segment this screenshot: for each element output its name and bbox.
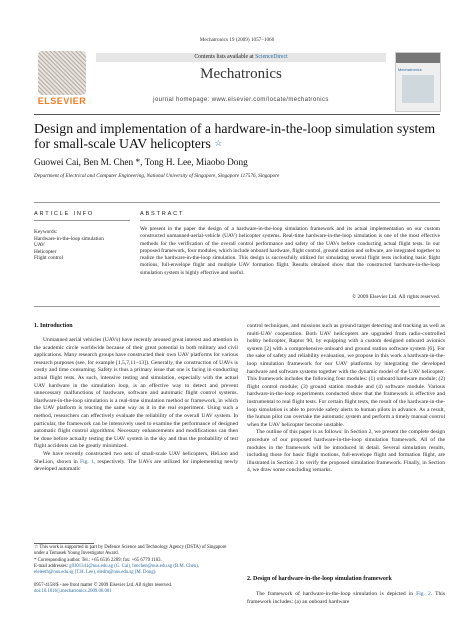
cover-image <box>402 75 434 103</box>
intro-paragraph-2 <box>34 451 238 474</box>
keyword-item: Flight control <box>34 255 63 261</box>
keyword-item: Hardware-in-the-loop simulation <box>34 235 104 242</box>
cover-title: Mechatronics <box>398 67 422 72</box>
contents-bar <box>96 53 386 62</box>
funding-footnote: ☆ This work is supported in part by Defence Science and Technology Agency (DSTA) of Singapore under a Temasek Young Investigator Award. <box>34 545 227 557</box>
elsevier-tree-icon <box>38 51 86 95</box>
keywords-block <box>34 229 104 262</box>
abstract-bottom-rule <box>34 306 440 307</box>
intro-paragraph-1: Unmanned aerial vehicles (UAVs) have recently aroused great interest and attention in the academic circle worldwide because of their great potential in both military and civil applications. Many research groups have constructed their own UAV platforms for various research purposes (see, for example [1,5,7,11–13]). Generally, the construction of UAVs is costly and time consuming. Safety is thus a primary issue that one is facing in conducting actual flight tests. As such, intensive testing and simulation, especially with the actual UAV hardware in the simulation loop, is an effective way to detect and prevent unnecessary malfunctions of hardware, software and automatic flight control systems. Hardware-in-the-loop simulation is a real-time simulation method or framework, in which the UAV platform is reacting the same way as it in the real experiment. Using such a method, researchers can effectively evaluate the reliability of the overall UAV system. In particular, the framework can be intensively used to examine the performance of designed automatic flight control algorithms. Necessary enhancements and modifications can then be done before actually testing the UAV system in the sky and thus the probability of test flight accidents can be greatly minimized. <box>34 337 238 450</box>
abstract-copyright: © 2009 Elsevier Ltd. All rights reserved. <box>352 294 440 300</box>
section-2-paragraph <box>247 591 445 606</box>
section-2-text-start: The framework of hardware-in-the-loop simulation is depicted in <box>256 591 417 597</box>
authors: Guowei Cai, Ben M. Chen *, Tong H. Lee, Miaobo Dong <box>34 158 248 168</box>
article-info-heading: ARTICLE INFO <box>34 211 95 217</box>
sciencedirect-link[interactable]: ScienceDirect <box>255 54 288 60</box>
cover-strip <box>396 53 440 63</box>
intro-right-column <box>247 323 445 475</box>
corresponding-author-footnote: * Corresponding author. Tel.: +65 6516 2289; fax: +65 6779 1103. <box>34 557 162 563</box>
elsevier-wordmark: ELSEVIER <box>37 96 87 106</box>
intro-p2-text-end: , respectively. The UAVs are utilized for implementing newly developed automatic <box>34 458 238 473</box>
figure-1-link[interactable]: Fig. 1 <box>79 458 94 465</box>
keyword-item: Helicopter <box>34 248 57 255</box>
keywords-label: Keywords: <box>34 229 58 235</box>
intro-p2-text: We have recently constructed two sets of small-scale UAV helicopters, HeLion and SheLion, shown in <box>34 450 238 465</box>
header-rule <box>34 114 440 115</box>
intro-left-column <box>34 337 238 474</box>
abstract-heading: ABSTRACT <box>140 211 185 217</box>
introduction-heading: 1. Introduction <box>34 323 73 329</box>
issn-line: 0957-4158/$ - see front matter © 2009 Elsevier Ltd. All rights reserved. <box>34 583 173 588</box>
article-info-rule <box>34 202 440 203</box>
abstract-text: We present in the paper the design of a hardware-in-the-loop simulation framework and its actual implementation on our custom constructed unmanned-aerial-vehicle (UAV) helicopter systems. Real-time hardware-in-the-loop simulation is one of the most effective methods for the verification of the overall control performance and safety of the UAVs before conducting actual flight tests. In our proposed framework, four modules, which include onboard hardware, flight control, ground station and software, are integrated together to realize the hardware-in-the-loop simulation. This design is successfully utilized for simulating several flight tests including basic flight motions, full-envelope flight and multiple UAV formation flight. Results obtained show that the constructed hardware-in-the-loop simulation system is highly effective and useful. <box>140 226 440 276</box>
journal-cover-thumbnail[interactable] <box>395 52 441 112</box>
section-2-heading: 2. Design of hardware-in-the-loop simulation framework <box>247 576 392 582</box>
intro-paragraph-4: The outline of this paper is as follows: In Section 2, we present the complete design procedure of our proposed hardware-in-the-loop simulation framework. All of the modules in the framework will be introduced in detail. Several simulation results, including those for basic flight motions, full-envelope flight and formation flight, are illustrated in Section 3 to verify the proposed simulation framework. Finally, in Section 4, we draw some concluding remarks. <box>247 429 445 474</box>
contents-prefix: Contents lists available at <box>194 54 256 60</box>
doi-link[interactable]: doi:10.1016/j.mechatronics.2009.06.001 <box>34 589 112 595</box>
affiliation: Department of Electrical and Computer Engineering, National University of Singapore, Singapore 117576, Singapore <box>34 173 280 179</box>
intro-paragraph-3: control techniques, and missions such as ground target detecting and tracking as well as multi-UAV cooperation. Both UAV helicopters are upgraded from radio-controlled hobby helicopter, Raptor 90, by equipping with a custom designed onboard avionics system [2] with a comprehensive onboard and ground station software system [6]. For the sake of safety and reliability evaluation, we propose in this work a hardware-in-the-loop simulation framework for our UAV platforms by integrating the developed hardware and software systems together with the dynamic model of the UAV helicopter. This framework includes the following four modules: (1) onboard hardware module; (2) flight control module; (3) ground station module and (4) software module. Various hardware-in-the-loop experiments conducted show that the framework is effective and instrumental to real flight tests. For certain flight tests, the result of the hardware-in-the-loop simulation is able to provide safety alerts to human pilots in advance. As a result, the human pilot can overtake the automatic system and perform a timely manual control when the UAV helicopter become unstable. <box>247 323 445 428</box>
article-info-subrule <box>34 220 130 221</box>
journal-citation: Mechatronics 19 (2009) 1057–1066 <box>199 37 275 43</box>
email-label: E-mail addresses: <box>34 563 68 569</box>
figure-2-link[interactable]: Fig. 2 <box>416 591 431 597</box>
elsevier-logo[interactable] <box>34 49 90 109</box>
paper-title <box>34 121 444 151</box>
journal-title: Mechatronics <box>200 66 282 82</box>
email-addresses[interactable]: g0301341@nus.edu.sg (G. Cai), bmchen@nus.edu.sg (B.M. Chen), eleleeth@nus.edu.sg (T.H. Lee), eledm@nus.edu.sg (M. Dong). <box>34 563 199 576</box>
section-2-text-end: . This framework includes: (a) an onboard hardware <box>247 591 446 605</box>
issn-block <box>34 583 238 596</box>
keyword-item: UAV <box>34 242 45 248</box>
title-footnote-marker[interactable]: ☆ <box>214 138 223 148</box>
email-footnote <box>34 564 238 577</box>
paper-title-text: Design and implementation of a hardware-in-the-loop simulation system for small-scale UAV helicopters <box>34 121 436 151</box>
footnotes <box>34 545 238 576</box>
section-2-text <box>247 591 445 606</box>
abstract-subrule <box>140 220 440 221</box>
footnote-rule <box>34 543 94 544</box>
journal-homepage-link[interactable]: journal homepage: www.elsevier.com/locate/mechatronics <box>153 97 329 103</box>
